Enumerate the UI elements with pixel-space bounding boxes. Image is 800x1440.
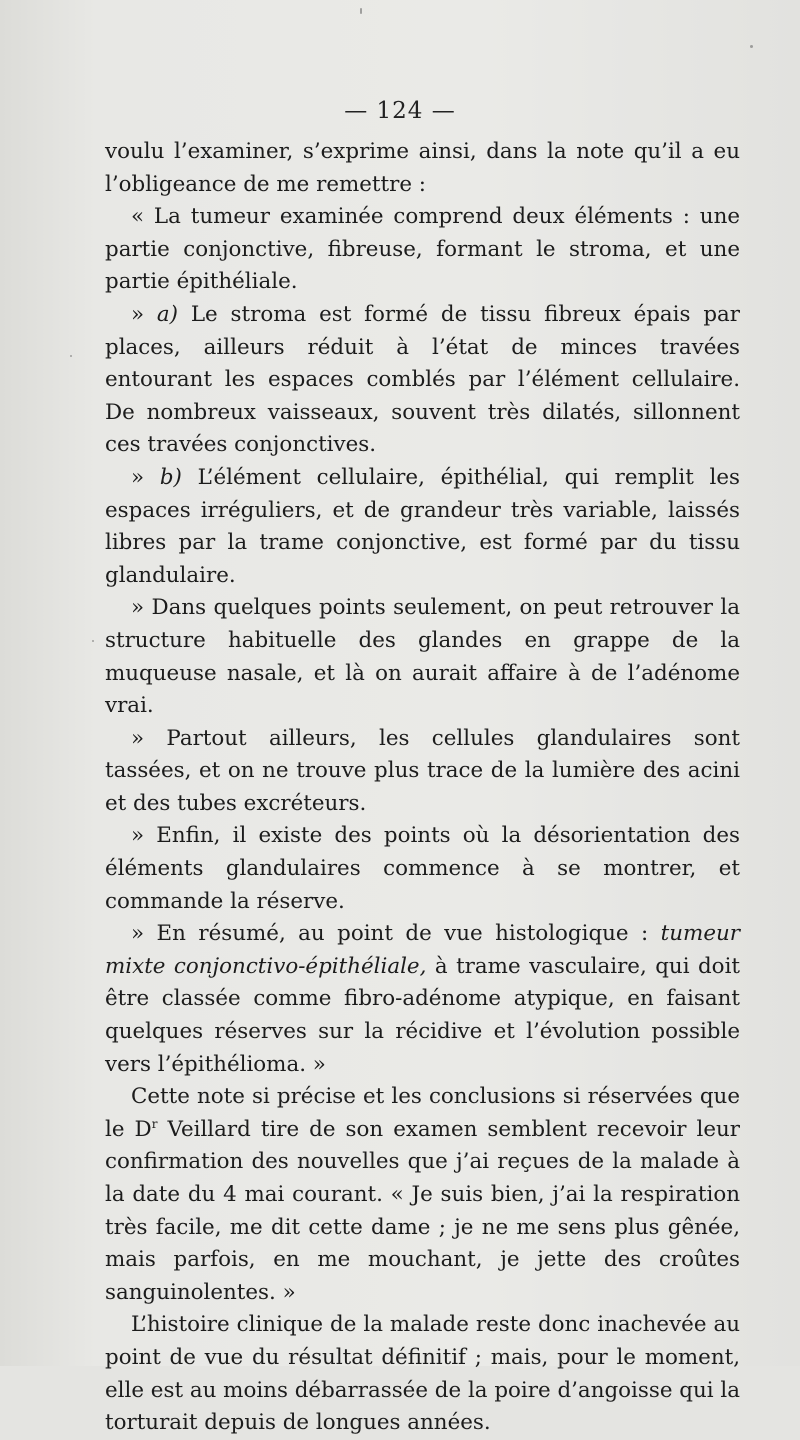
page-number: — 124 — — [344, 98, 456, 124]
paragraph — [105, 136, 740, 201]
text-run: » Partout ailleurs, les cellules glandulaires sont tassées, et on ne trouve plus trace de la lumière des acini et des tubes excréteurs. — [105, 725, 740, 816]
italic-text: a) — [156, 301, 179, 327]
paragraph — [105, 918, 740, 1081]
paragraph — [105, 1309, 740, 1439]
paragraph — [105, 462, 740, 592]
text-run: L’élément cellulaire, épithélial, qui remplit les espaces irréguliers, et de grandeur très variable, laissés libres par la trame conjonctive, est formé par du tissu glandulaire. — [105, 464, 740, 588]
text-run: » — [131, 464, 160, 490]
ink-speck — [750, 45, 753, 48]
ink-speck — [360, 8, 362, 14]
paragraph — [105, 723, 740, 821]
body-text — [105, 136, 740, 1440]
paragraph — [105, 1081, 740, 1309]
text-run: Cette note si précise et les conclusions si réservées que le D — [105, 1084, 740, 1142]
text-run: Le stroma est formé de tissu fibreux épais par places, ailleurs réduit à l’état de minces travées entourant les espaces comblés par l’élément cellulaire. De nombreux vaisseaux, souvent très dilatés, sillonnent ces travées conjonctives. — [105, 301, 740, 458]
paragraph — [105, 820, 740, 918]
text-run: « La tumeur examinée comprend deux éléments : une partie conjonctive, fibreuse, formant le stroma, et une partie épithéliale. — [105, 204, 740, 295]
italic-text: tumeur mixte conjonctivo-épithéliale, — [105, 921, 740, 979]
text-run: à trame vasculaire, qui doit être classée comme fibro-adénome atypique, en faisant quelques réserves sur la récidive et l’évolution possible vers l’épithélioma. » — [105, 953, 741, 1077]
text-run: » Dans quelques points seulement, on peut retrouver la structure habituelle des glandes en grappe de la muqueuse nasale, et là on aurait affaire à de l’adénome vrai. — [105, 595, 740, 719]
text-run: » En résumé, au point de vue histologique : — [131, 921, 661, 947]
text-run: L’histoire clinique de la malade reste donc inachevée au point de vue du résultat définitif ; mais, pour le moment, elle est au moins débarrassée de la poire d’angoisse qui la torturait depuis de longues années. — [105, 1312, 740, 1436]
paragraph — [105, 592, 740, 722]
ink-speck — [92, 640, 94, 642]
paragraph — [105, 201, 740, 299]
text-run: » — [131, 301, 157, 327]
text-run: voulu l’examiner, s’exprime ainsi, dans la note qu’il a eu l’obligeance de me remettre : — [105, 139, 740, 197]
text-run: » Enfin, il existe des points où la désorientation des éléments glandulaires commence à se montrer, et commande la réserve. — [105, 823, 740, 914]
superscript-text: r — [151, 1116, 158, 1131]
text-run: Veillard tire de son examen semblent recevoir leur confirmation des nouvelles que j’ai reçues de la malade à la date du 4 mai courant. « Je suis bien, j’ai la respiration très facile, me dit cette dame ; je ne me sens plus gênée, mais parfois, en me mouchant, je jette des croûtes sanguinolentes. » — [105, 1116, 741, 1305]
italic-text: b) — [159, 464, 182, 490]
ink-speck — [70, 355, 72, 357]
paragraph — [105, 299, 740, 462]
